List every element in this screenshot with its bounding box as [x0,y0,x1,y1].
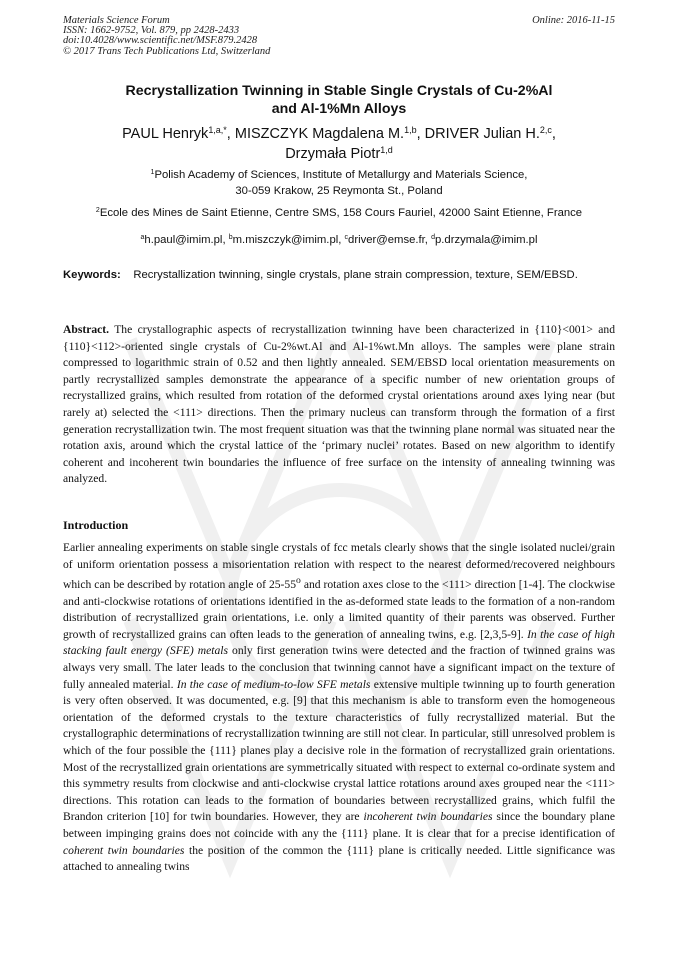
email-link[interactable]: m.miszczyk@imim.pl [232,234,339,246]
title-line-1: Recrystallization Twinning in Stable Single Crystals of Cu-2%Al [125,83,553,99]
email-sup: c [344,234,349,242]
italic-run: incoherent twin boundaries [363,810,493,824]
author-name: DRIVER Julian H. [424,126,540,142]
email-link[interactable]: h.paul@imim.pl [144,234,223,246]
text-run: only first generation twins were detected and the fraction of twinned grains was always very small. The later leads to the conclusion that twinning cannot have a significant impact on the texture of fully annealed material. [63,644,615,691]
italic-run: In the case of high stacking fault energy (SFE) metals [63,627,615,658]
italic-run: coherent twin boundaries [63,843,185,857]
text-run: Earlier annealing experiments on stable single crystals of fcc metals clearly shows that the single isolated nuclei/grain of uniform orientation possess a misorientation relation with respect to the nearest deformed/recovered neighbours which can be described by rotation angle of 25-55 [63,541,615,592]
email-link[interactable]: driver@emse.fr [348,234,425,246]
text-run: the position of the common the {111} plane is critically needed. Little significance was attached to annealing twins [63,843,615,874]
journal-copyright: © 2017 Trans Tech Publications Ltd, Switzerland [63,45,271,57]
journal-header [63,16,615,57]
text-run: and rotation axes close to the <111> direction [1-4]. The clockwise and anti-clockwise rotations of orientations identified in the as-deformed state leads to the formation of a non-random distribution of recrystallized grain orientations, i.e. only a limited quantity of their parents was observed. Further growth of recrystallized grains can often leads to the generation of annealing twins, e.g. [2,3,5-9]. [63,578,615,641]
affiliation-sup: 2 [95,207,100,215]
author-separator: , [551,126,556,142]
affiliation-2 [63,205,615,221]
email-separator: , [338,234,345,246]
affiliation-text: Ecole des Mines de Saint Etienne, Centre SMS, 158 Cours Fauriel, 42000 Saint Etienne, France [99,207,583,219]
email-separator: , [222,234,229,246]
author-sup: 1,b [404,125,417,136]
affiliation-text: 30-059 Krakow, 25 Reymonta St., Poland [235,185,443,197]
email-sup: b [228,234,233,242]
title-line-2: and Al-1%Mn Alloys [271,101,407,117]
author-sup: 2,c [539,125,552,136]
section-heading-introduction: Introduction [63,518,129,532]
abstract [63,322,615,488]
author-name: MISZCZYK Magdalena M. [234,126,405,142]
email-link[interactable]: p.drzymala@imim.pl [434,234,538,246]
affiliation-text: Polish Academy of Sciences, Institute of Metallurgy and Materials Science, [154,169,528,181]
degree-sup: o [296,575,301,587]
author-name: PAUL Henryk [122,126,209,142]
author-name: Drzymała Piotr [285,146,381,162]
introduction-paragraph [63,540,615,876]
keywords-label: Keywords: [63,269,121,281]
author-list [63,124,615,164]
keywords [63,268,615,284]
introduction-body [63,540,615,876]
author-emails [63,232,615,248]
email-separator: , [424,234,432,246]
author-sup: 1,a,* [208,125,227,136]
journal-name: Materials Science Forum [63,15,170,26]
text-run: extensive multiple twinning up to fourth generation is very often observed. It was documented, e.g. [9] that this mechanism is able to transform even the homogeneous orientation of the deformed crystals to the texture characteristics of fully recrystallized material. But the crystallographic determinations of recrystallization twinning are still not clear. In particular, still unresolved problem is which of the four possible the {111} planes play a decisive role in the formation of recrystallized grain orientations. Most of the recrystallized grain orientations are symmetrically situated with respect to external co-ordinate system and this symmetry results from clockwise and anti-clockwise crystal lattice rotations around axes grouped near the <111> directions. This rotation can leads to the formation of boundaries between recrystallized grains, which fulfil the Brandon criterion [10] for twin boundaries. However, they are [63,677,616,824]
author-sup: 1,d [380,145,393,156]
text-run: since the boundary plane between impinging grains does not coincide with any the {111} plane. It is clear that for a precise identification of [63,810,615,840]
affiliation-sup: 1 [150,169,155,177]
author-separator: , [226,126,235,142]
affiliation-1 [63,167,615,199]
email-sup: d [431,234,435,242]
email-sup: a [140,234,145,242]
keywords-text: Recrystallization twinning, single crystals, plane strain compression, texture, SEM/EBSD. [133,269,578,281]
abstract-text: The crystallographic aspects of recrystallization twinning have been characterized in {110}<001> and {110}<112>-oriented single crystals of Cu-2%wt.Al and Al-1%wt.Mn alloys. The samples were plane strain compressed to logarithmic strain of 0.52 and then lightly annealed. SEM/EBSD local orientation measurements on partly recrystallized samples demonstrate the appearance of a specific number of new orientation groups of recrystallized grains, which resulted from rotation of the deformed crystal orientations around axes lying near (but rarely at) selected the <111> directions. Then the primary nucleus can transform through the formation of a first generation recrystallization twin. The most frequent situation was that the twinning plane normal was situated near the rotation axis, around which the crystal lattice of the ‘primary nuclei’ rotates. Based on new algorithm to identify coherent and incoherent twin boundaries the influence of free surface on the intensity of annealing twinning was analyzed. [63,323,615,486]
paper-title [63,82,615,118]
journal-issn: ISSN: 1662-9752, Vol. 879, pp 2428-2433 [63,25,240,37]
journal-doi: doi:10.4028/www.scientific.net/MSF.879.2428 [63,35,258,47]
abstract-label: Abstract. [63,323,110,336]
online-date: Online: 2016-11-15 [532,15,615,26]
author-separator: , [416,126,425,142]
italic-run: In the case of medium-to-low SFE metals [176,677,371,691]
